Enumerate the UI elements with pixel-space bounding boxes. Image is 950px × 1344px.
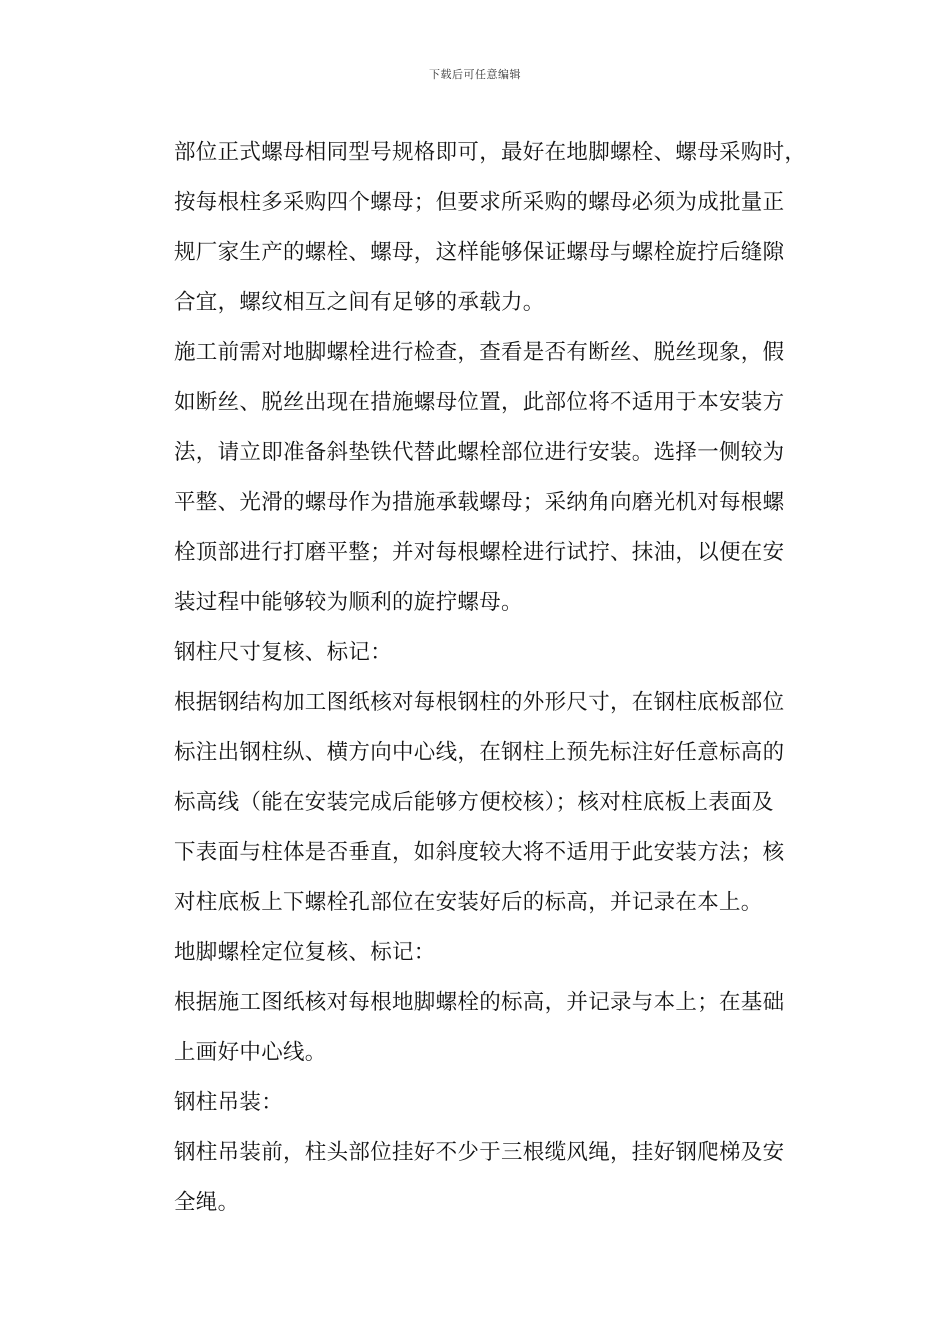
text-line: 按每根柱多采购四个螺母；但要求所采购的螺母必须为成批量正 — [174, 190, 785, 215]
section-heading: 钢柱吊装： — [174, 1090, 284, 1115]
text-line: 钢柱吊装前，柱头部位挂好不少于三根缆风绳，挂好钢爬梯及安 — [174, 1140, 785, 1165]
text-line: 法，请立即准备斜垫铁代替此螺栓部位进行安装。选择一侧较为 — [174, 440, 785, 465]
text-line: 下表面与柱体是否垂直，如斜度较大将不适用于此安装方法；核 — [174, 840, 785, 865]
text-line: 标高线（能在安装完成后能够方便校核）；核对柱底板上表面及 — [174, 790, 774, 815]
text-line: 平整、光滑的螺母作为措施承载螺母；采纳角向磨光机对每根螺 — [174, 490, 785, 515]
text-line: 根据施工图纸核对每根地脚螺栓的标高，并记录与本上；在基础 — [174, 990, 785, 1015]
text-line: 装过程中能够较为顺利的旋拧螺母。 — [174, 590, 523, 615]
text-line: 施工前需对地脚螺栓进行检查，查看是否有断丝、脱丝现象，假 — [174, 340, 785, 365]
section-heading: 地脚螺栓定位复核、标记： — [174, 940, 436, 965]
section-heading: 钢柱尺寸复核、标记： — [174, 640, 393, 665]
text-line: 对柱底板上下螺栓孔部位在安装好后的标高，并记录在本上。 — [174, 890, 763, 915]
text-line: 部位正式螺母相同型号规格即可，最好在地脚螺栓、螺母采购时， — [174, 140, 807, 165]
text-line: 合宜，螺纹相互之间有足够的承载力。 — [174, 290, 545, 315]
text-line: 根据钢结构加工图纸核对每根钢柱的外形尺寸，在钢柱底板部位 — [174, 690, 785, 715]
text-line: 上画好中心线。 — [174, 1040, 327, 1065]
document-body — [174, 128, 814, 1228]
text-line: 栓顶部进行打磨平整；并对每根螺栓进行试拧、抹油，以便在安 — [174, 540, 785, 565]
text-line: 标注出钢柱纵、横方向中心线，在钢柱上预先标注好任意标高的 — [174, 740, 785, 765]
text-line: 规厂家生产的螺栓、螺母，这样能够保证螺母与螺栓旋拧后缝隙 — [174, 240, 785, 265]
text-line: 如断丝、脱丝出现在措施螺母位置，此部位将不适用于本安装方 — [174, 390, 785, 415]
text-line: 全绳。 — [174, 1190, 240, 1215]
page-header: 下载后可任意编辑 — [429, 68, 521, 81]
